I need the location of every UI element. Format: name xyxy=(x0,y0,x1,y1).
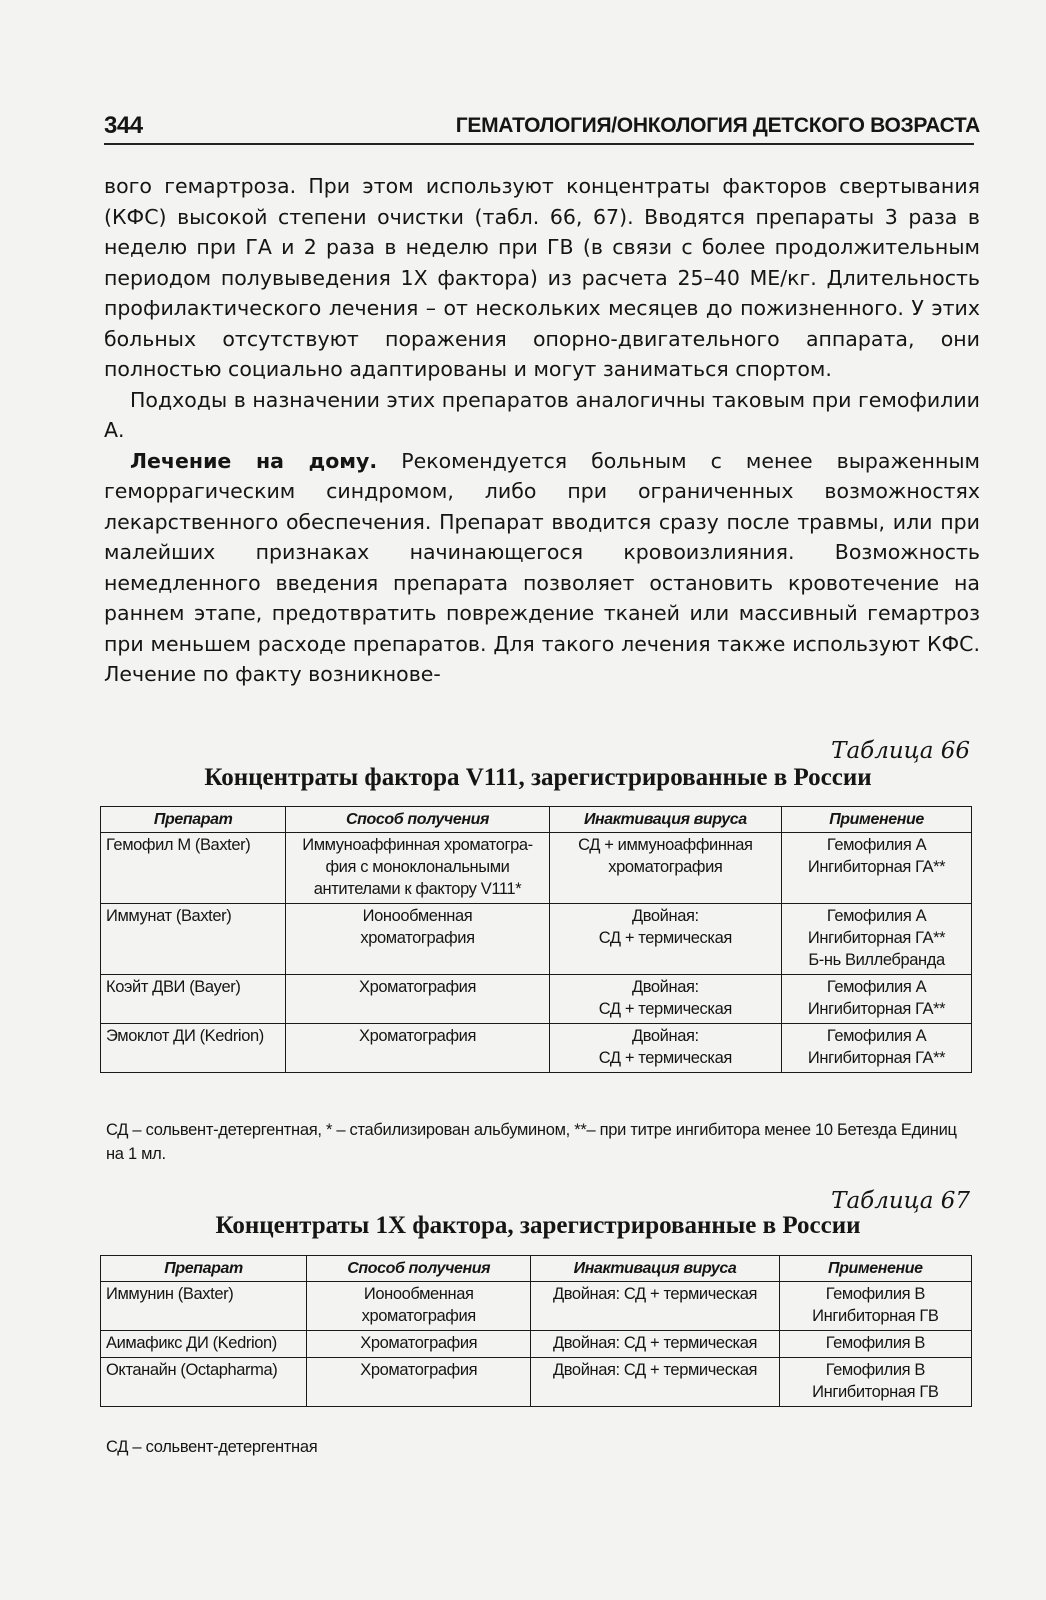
table-row xyxy=(101,975,972,1024)
page-number: 344 xyxy=(104,112,143,139)
table-row xyxy=(101,1282,972,1331)
table-66-title: Концентраты фактора V111, зарегистрированные в России xyxy=(204,764,872,791)
cell-line: Ионообменная xyxy=(362,907,473,925)
use-cell xyxy=(779,1331,971,1358)
inactivation-cell xyxy=(549,904,782,975)
cell-line: Ингибиторная ГА** xyxy=(807,929,946,947)
drug-cell: Эмоклот ДИ (Kedrion) xyxy=(101,1024,286,1073)
column-header: Инактивация вируса xyxy=(531,1256,779,1282)
table-header-row xyxy=(101,1256,972,1282)
column-header: Способ получения xyxy=(286,807,549,833)
cell-line: Гемофилия А xyxy=(826,1027,927,1045)
method-cell xyxy=(307,1282,531,1331)
cell-line: Ингибиторная ГА** xyxy=(807,858,946,876)
drug-cell: Гемофил М (Baxter) xyxy=(101,833,286,904)
table-66 xyxy=(100,806,972,1073)
body-text xyxy=(104,171,980,690)
table-header-row xyxy=(101,807,972,833)
table-67 xyxy=(100,1255,972,1407)
use-cell xyxy=(779,1358,971,1407)
method-cell xyxy=(286,833,549,904)
column-header: Применение xyxy=(782,807,972,833)
column-header: Препарат xyxy=(101,1256,307,1282)
cell-line: Хроматография xyxy=(360,1361,478,1379)
cell-line: Гемофилия В xyxy=(825,1334,925,1352)
cell-line: Б-нь Виллебранда xyxy=(808,951,945,969)
column-header: Инактивация вируса xyxy=(549,807,782,833)
inactivation-cell: Двойная: СД + термическая xyxy=(531,1282,779,1331)
cell-line: Гемофилия А xyxy=(826,978,927,996)
use-cell xyxy=(779,1282,971,1331)
cell-line: Хроматография xyxy=(360,1334,478,1352)
home-treatment-text: Рекомендуется больным с менее выраженным геморрагическим синдромом, либо при ограниченных возможностях лекарственного обеспечения. Препарат вводится сразу после травмы, или при малейших признаках начинающегося кровоизлияния. Возможность немедленного введения препарата позволяет остановить кровотечение на раннем этапе, предотвратить повреждение тканей или массивный гемартроз при меньшем расходе препаратов. Для такого лечения также используют КФС. Лечение по факту возникнове- xyxy=(104,448,980,686)
column-header: Применение xyxy=(779,1256,971,1282)
method-cell xyxy=(307,1358,531,1407)
drug-cell: Иммунат (Baxter) xyxy=(101,904,286,975)
cell-line: СД + термическая xyxy=(598,1000,732,1018)
cell-line: хроматография xyxy=(608,858,723,876)
drug-cell: Аимафикс ДИ (Kedrion) xyxy=(101,1331,307,1358)
table-row xyxy=(101,1331,972,1358)
table-row xyxy=(101,904,972,975)
drug-cell: Иммунин (Baxter) xyxy=(101,1282,307,1331)
cell-line: фия с моноклональными xyxy=(325,858,510,876)
inactivation-cell xyxy=(549,1024,782,1073)
method-cell xyxy=(286,975,549,1024)
cell-line: Ингибиторная ГА** xyxy=(807,1049,946,1067)
inactivation-cell xyxy=(549,833,782,904)
table-67-label: Таблица 67 xyxy=(831,1188,970,1214)
use-cell xyxy=(782,904,972,975)
cell-line: Двойная: xyxy=(631,907,699,925)
cell-line: СД + термическая xyxy=(598,929,732,947)
running-head-title: ГЕМАТОЛОГИЯ/ОНКОЛОГИЯ ДЕТСКОГО ВОЗРАСТА xyxy=(455,114,980,137)
use-cell xyxy=(782,833,972,904)
table-66-label: Таблица 66 xyxy=(831,738,970,764)
table-67-footnote: СД – сольвент-детергентная xyxy=(106,1438,318,1456)
cell-line: Гемофилия А xyxy=(826,836,927,854)
cell-line: СД + термическая xyxy=(598,1049,732,1067)
column-header: Способ получения xyxy=(307,1256,531,1282)
table-66-footnote: СД – сольвент-детергентная, * – стабилизирован альбумином, **– при титре ингибитора менее 10 Бетезда Единиц на 1 мл. xyxy=(106,1121,957,1163)
cell-line: Гемофилия В xyxy=(825,1361,925,1379)
table-row xyxy=(101,1024,972,1073)
table-row xyxy=(101,833,972,904)
inactivation-cell: Двойная: СД + термическая xyxy=(531,1331,779,1358)
use-cell xyxy=(782,1024,972,1073)
method-cell xyxy=(286,1024,549,1073)
inactivation-cell: Двойная: СД + термическая xyxy=(531,1358,779,1407)
method-cell xyxy=(286,904,549,975)
home-treatment-heading: Лечение на дому. xyxy=(130,448,378,473)
cell-line: Гемофилия В xyxy=(825,1285,925,1303)
cell-line: Двойная: xyxy=(631,978,699,996)
cell-line: Гемофилия А xyxy=(826,907,927,925)
paragraph: Подходы в назначении этих препаратов аналогичны таковым при гемофилии А. xyxy=(104,387,980,442)
cell-line: Хроматография xyxy=(359,1027,476,1045)
cell-line: антителами к фактору V111* xyxy=(313,880,522,898)
drug-cell: Октанайн (Octapharma) xyxy=(101,1358,307,1407)
use-cell xyxy=(782,975,972,1024)
table-row xyxy=(101,1358,972,1407)
cell-line: Ингибиторная ГВ xyxy=(812,1383,939,1401)
paragraph: вого гемартроза. При этом используют концентраты факторов свертывания (КФС) высокой степени очистки (табл. 66, 67). Вводятся препараты 3 раза в неделю при ГА и 2 раза в неделю при ГВ (в связи с более продолжительным периодом полувыведения 1Х фактора) из расчета 25–40 МЕ/кг. Длительность профилактического лечения – от нескольких месяцев до пожизненного. У этих больных отсутствуют поражения опорно-двигательного аппарата, они полностью социально адаптированы и могут заниматься спортом. xyxy=(104,174,980,381)
header-rule xyxy=(104,143,974,145)
running-head xyxy=(104,110,980,144)
drug-cell: Коэйт ДВИ (Bayer) xyxy=(101,975,286,1024)
cell-line: Ионообменная xyxy=(363,1285,474,1303)
cell-line: СД + иммуноаффинная xyxy=(578,836,753,854)
method-cell xyxy=(307,1331,531,1358)
column-header: Препарат xyxy=(101,807,286,833)
cell-line: Ингибиторная ГА** xyxy=(807,1000,946,1018)
cell-line: хроматография xyxy=(361,1307,476,1325)
table-67-title: Концентраты 1Х фактора, зарегистрированные в России xyxy=(215,1212,861,1239)
home-treatment-paragraph xyxy=(104,446,980,690)
inactivation-cell xyxy=(549,975,782,1024)
cell-line: хроматография xyxy=(360,929,475,947)
cell-line: Двойная: xyxy=(631,1027,699,1045)
cell-line: Хроматография xyxy=(359,978,476,996)
cell-line: Ингибиторная ГВ xyxy=(812,1307,939,1325)
cell-line: Иммуноаффинная хроматогра- xyxy=(302,836,533,854)
